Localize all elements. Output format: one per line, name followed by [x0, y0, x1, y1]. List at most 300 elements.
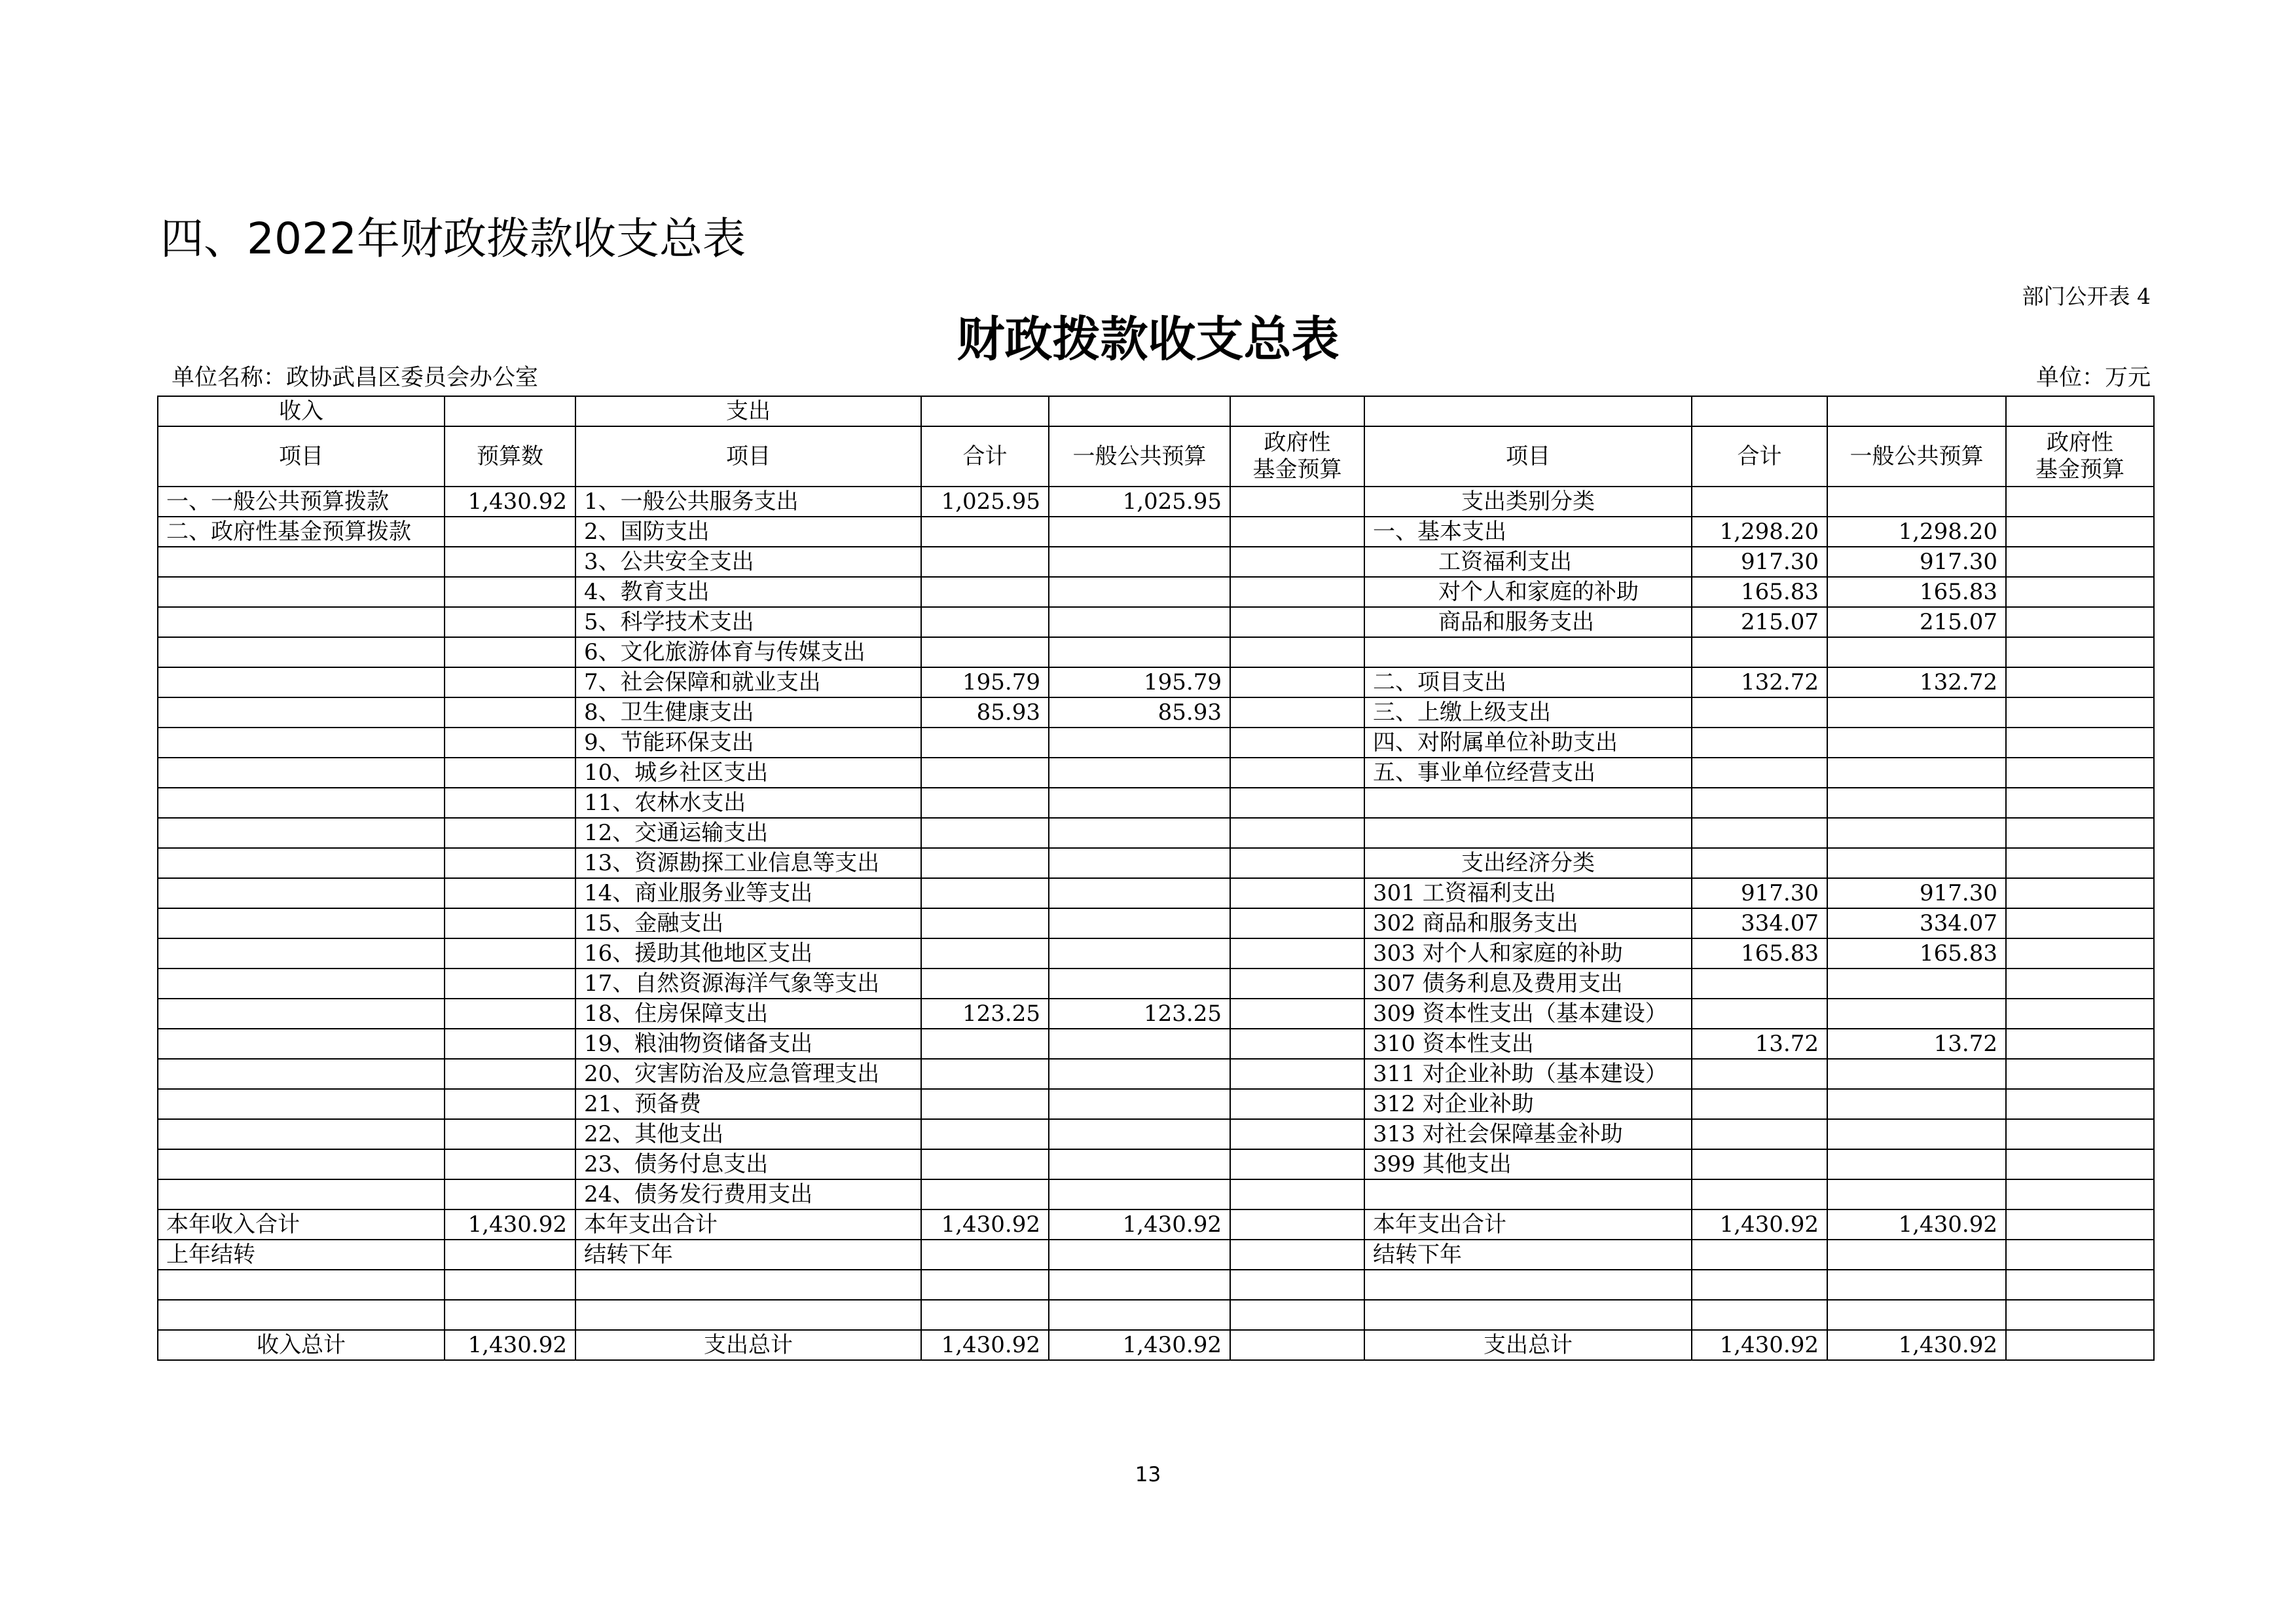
cell-function-item: 22、其他支出: [575, 1119, 921, 1149]
cell-category-total: [1692, 818, 1827, 848]
cell-function-general: 85.93: [1049, 697, 1230, 728]
cell-function-gov-fund: [1230, 938, 1364, 969]
cell-function-general: 1,430.92: [1049, 1209, 1230, 1240]
cell-function-gov-fund: [1230, 1209, 1364, 1240]
cell-function-gov-fund: [1230, 1330, 1364, 1360]
cell-income-budget: 1,430.92: [445, 1330, 575, 1360]
cell-function-general: [1049, 758, 1230, 788]
cell-function-total: [921, 1300, 1049, 1330]
cell-category-gov-fund: [2006, 1179, 2154, 1209]
cell-category-gov-fund: [2006, 938, 2154, 969]
empty-header-cell: [921, 396, 1049, 426]
cell-income-item: [158, 1300, 445, 1330]
cell-category-item: 303 对个人和家庭的补助: [1364, 938, 1692, 969]
cell-category-general: [1827, 1119, 2006, 1149]
cell-income-item: [158, 1119, 445, 1149]
cell-category-item: 307 债务利息及费用支出: [1364, 969, 1692, 999]
table-row: [158, 547, 2154, 577]
cell-income-item: [158, 728, 445, 758]
col-header-category-total: 合计: [1692, 426, 1827, 487]
cell-function-general: [1049, 848, 1230, 878]
cell-category-item: 302 商品和服务支出: [1364, 908, 1692, 938]
cell-category-gov-fund: [2006, 848, 2154, 878]
cell-function-gov-fund: [1230, 577, 1364, 607]
fiscal-appropriation-table: [157, 396, 2155, 1361]
cell-function-gov-fund: [1230, 547, 1364, 577]
cell-income-item: [158, 1149, 445, 1179]
cell-category-item: 结转下年: [1364, 1240, 1692, 1270]
cell-function-general: [1049, 1179, 1230, 1209]
cell-category-general: 1,430.92: [1827, 1330, 2006, 1360]
cell-income-budget: [445, 1029, 575, 1059]
cell-function-general: [1049, 1029, 1230, 1059]
cell-function-total: [921, 1029, 1049, 1059]
cell-income-item: 二、政府性基金预算拨款: [158, 517, 445, 547]
col-header-function-general: 一般公共预算: [1049, 426, 1230, 487]
table-row: [158, 637, 2154, 667]
cell-function-general: [1049, 938, 1230, 969]
cell-income-budget: [445, 878, 575, 908]
cell-function-gov-fund: [1230, 878, 1364, 908]
cell-category-item: 支出总计: [1364, 1330, 1692, 1360]
cell-category-total: 215.07: [1692, 607, 1827, 637]
cell-category-total: 917.30: [1692, 878, 1827, 908]
cell-income-budget: [445, 848, 575, 878]
cell-category-gov-fund: [2006, 758, 2154, 788]
cell-function-total: [921, 1240, 1049, 1270]
cell-function-item: 8、卫生健康支出: [575, 697, 921, 728]
table-row: [158, 1179, 2154, 1209]
table-row: [158, 878, 2154, 908]
cell-function-general: [1049, 1270, 1230, 1300]
cell-income-item: 收入总计: [158, 1330, 445, 1360]
cell-function-item: 23、债务付息支出: [575, 1149, 921, 1179]
cell-function-item: 12、交通运输支出: [575, 818, 921, 848]
cell-category-general: 1,298.20: [1827, 517, 2006, 547]
empty-header-cell: [445, 396, 575, 426]
cell-function-gov-fund: [1230, 758, 1364, 788]
cell-income-item: [158, 818, 445, 848]
empty-header-cell: [2006, 396, 2154, 426]
cell-category-gov-fund: [2006, 999, 2154, 1029]
cell-function-item: 本年支出合计: [575, 1209, 921, 1240]
cell-category-general: 917.30: [1827, 878, 2006, 908]
cell-function-item: 20、灾害防治及应急管理支出: [575, 1059, 921, 1089]
cell-function-total: [921, 637, 1049, 667]
cell-function-gov-fund: [1230, 1149, 1364, 1179]
cell-category-gov-fund: [2006, 1300, 2154, 1330]
cell-category-item: 工资福利支出: [1364, 547, 1692, 577]
page-number: 13: [1135, 1463, 1161, 1486]
cell-function-total: 1,025.95: [921, 487, 1049, 517]
group-header-row: [158, 396, 2154, 426]
cell-function-gov-fund: [1230, 848, 1364, 878]
cell-income-budget: [445, 697, 575, 728]
cell-function-general: [1049, 1059, 1230, 1089]
col-header-category-item: 项目: [1364, 426, 1692, 487]
cell-income-item: 一、一般公共预算拨款: [158, 487, 445, 517]
cell-category-gov-fund: [2006, 697, 2154, 728]
cell-category-item: [1364, 1179, 1692, 1209]
cell-category-item: [1364, 788, 1692, 818]
cell-category-general: 165.83: [1827, 938, 2006, 969]
cell-category-item: [1364, 1300, 1692, 1330]
cell-function-general: [1049, 788, 1230, 818]
cell-function-general: [1049, 637, 1230, 667]
cell-category-item: 二、项目支出: [1364, 667, 1692, 697]
cell-function-item: 17、自然资源海洋气象等支出: [575, 969, 921, 999]
currency-unit-label: 单位：万元: [2035, 365, 2151, 391]
cell-category-general: [1827, 487, 2006, 517]
cell-income-budget: [445, 547, 575, 577]
col-header-category-general: 一般公共预算: [1827, 426, 2006, 487]
cell-category-gov-fund: [2006, 1330, 2154, 1360]
cell-function-item: 9、节能环保支出: [575, 728, 921, 758]
cell-income-budget: [445, 1089, 575, 1119]
cell-function-gov-fund: [1230, 637, 1364, 667]
expense-group-header: 支出: [575, 396, 921, 426]
cell-function-gov-fund: [1230, 1119, 1364, 1149]
cell-income-item: [158, 878, 445, 908]
cell-category-item: 一、基本支出: [1364, 517, 1692, 547]
cell-category-general: 215.07: [1827, 607, 2006, 637]
cell-category-general: [1827, 788, 2006, 818]
form-code-label: 部门公开表 4: [2022, 284, 2151, 309]
cell-function-gov-fund: [1230, 1300, 1364, 1330]
cell-category-general: [1827, 848, 2006, 878]
cell-category-item: 对个人和家庭的补助: [1364, 577, 1692, 607]
cell-category-general: [1827, 1089, 2006, 1119]
cell-function-total: [921, 788, 1049, 818]
table-row: [158, 788, 2154, 818]
cell-function-total: [921, 878, 1049, 908]
cell-category-general: [1827, 818, 2006, 848]
cell-category-item: 四、对附属单位补助支出: [1364, 728, 1692, 758]
empty-header-cell: [1230, 396, 1364, 426]
cell-function-gov-fund: [1230, 607, 1364, 637]
cell-income-item: [158, 607, 445, 637]
cell-income-budget: [445, 1179, 575, 1209]
cell-category-gov-fund: [2006, 728, 2154, 758]
cell-category-gov-fund: [2006, 818, 2154, 848]
cell-category-total: 13.72: [1692, 1029, 1827, 1059]
cell-category-total: [1692, 1179, 1827, 1209]
cell-category-item: 五、事业单位经营支出: [1364, 758, 1692, 788]
cell-function-item: 10、城乡社区支出: [575, 758, 921, 788]
table-title: 财政拨款收支总表: [957, 311, 1339, 367]
cell-income-item: [158, 758, 445, 788]
cell-category-gov-fund: [2006, 607, 2154, 637]
table-row: [158, 697, 2154, 728]
table-row: [158, 848, 2154, 878]
cell-category-general: [1827, 969, 2006, 999]
cell-category-item: 309 资本性支出（基本建设）: [1364, 999, 1692, 1029]
cell-category-gov-fund: [2006, 878, 2154, 908]
cell-function-gov-fund: [1230, 1089, 1364, 1119]
table-row: [158, 1029, 2154, 1059]
cell-income-budget: [445, 969, 575, 999]
table-row: [158, 517, 2154, 547]
cell-income-item: [158, 1179, 445, 1209]
cell-function-general: [1049, 1089, 1230, 1119]
cell-category-item: 311 对企业补助（基本建设）: [1364, 1059, 1692, 1089]
cell-income-item: [158, 938, 445, 969]
cell-income-budget: 1,430.92: [445, 487, 575, 517]
cell-income-item: [158, 697, 445, 728]
cell-function-item: 1、一般公共服务支出: [575, 487, 921, 517]
cell-function-gov-fund: [1230, 487, 1364, 517]
cell-income-budget: [445, 938, 575, 969]
cell-income-budget: [445, 1240, 575, 1270]
cell-income-budget: [445, 1149, 575, 1179]
cell-function-item: 3、公共安全支出: [575, 547, 921, 577]
cell-function-general: [1049, 1149, 1230, 1179]
cell-income-item: 上年结转: [158, 1240, 445, 1270]
cell-function-item: 11、农林水支出: [575, 788, 921, 818]
cell-function-total: [921, 728, 1049, 758]
cell-function-item: 18、住房保障支出: [575, 999, 921, 1029]
table-row: [158, 1270, 2154, 1300]
income-group-header: 收入: [158, 396, 445, 426]
cell-category-gov-fund: [2006, 1240, 2154, 1270]
empty-header-cell: [1364, 396, 1692, 426]
cell-income-budget: [445, 517, 575, 547]
table-row: [158, 1240, 2154, 1270]
cell-function-general: [1049, 878, 1230, 908]
cell-income-item: [158, 788, 445, 818]
cell-function-general: 1,025.95: [1049, 487, 1230, 517]
cell-category-gov-fund: [2006, 1059, 2154, 1089]
cell-category-gov-fund: [2006, 1089, 2154, 1119]
cell-category-total: [1692, 788, 1827, 818]
cell-function-general: [1049, 818, 1230, 848]
cell-income-budget: [445, 788, 575, 818]
cell-income-budget: [445, 908, 575, 938]
cell-function-total: [921, 818, 1049, 848]
cell-category-total: 165.83: [1692, 577, 1827, 607]
cell-function-total: [921, 848, 1049, 878]
cell-function-gov-fund: [1230, 697, 1364, 728]
col-header-function-gov-fund: 政府性 基金预算: [1230, 426, 1364, 487]
cell-category-total: [1692, 758, 1827, 788]
table-row: [158, 607, 2154, 637]
cell-category-general: [1827, 697, 2006, 728]
cell-function-gov-fund: [1230, 1240, 1364, 1270]
cell-category-total: [1692, 697, 1827, 728]
cell-function-total: 1,430.92: [921, 1209, 1049, 1240]
cell-function-item: 结转下年: [575, 1240, 921, 1270]
table-row: [158, 758, 2154, 788]
cell-income-item: [158, 667, 445, 697]
table-row: [158, 908, 2154, 938]
empty-header-cell: [1692, 396, 1827, 426]
cell-function-general: 1,430.92: [1049, 1330, 1230, 1360]
cell-income-budget: [445, 818, 575, 848]
cell-category-gov-fund: [2006, 1029, 2154, 1059]
table-body: [158, 487, 2154, 1360]
cell-category-general: [1827, 999, 2006, 1029]
cell-function-item: 6、文化旅游体育与传媒支出: [575, 637, 921, 667]
cell-income-item: [158, 1059, 445, 1089]
cell-function-gov-fund: [1230, 1179, 1364, 1209]
cell-function-gov-fund: [1230, 818, 1364, 848]
cell-category-total: [1692, 1119, 1827, 1149]
cell-function-gov-fund: [1230, 728, 1364, 758]
col-header-income-item: 项目: [158, 426, 445, 487]
cell-income-budget: [445, 1270, 575, 1300]
cell-function-item: 21、预备费: [575, 1089, 921, 1119]
cell-function-item: 5、科学技术支出: [575, 607, 921, 637]
cell-function-general: 123.25: [1049, 999, 1230, 1029]
cell-function-gov-fund: [1230, 667, 1364, 697]
cell-category-total: [1692, 1270, 1827, 1300]
cell-category-item: 399 其他支出: [1364, 1149, 1692, 1179]
cell-category-general: [1827, 637, 2006, 667]
cell-income-budget: [445, 999, 575, 1029]
cell-function-total: [921, 517, 1049, 547]
cell-category-gov-fund: [2006, 1270, 2154, 1300]
cell-category-item: 313 对社会保障基金补助: [1364, 1119, 1692, 1149]
table-row: [158, 728, 2154, 758]
cell-function-item: 16、援助其他地区支出: [575, 938, 921, 969]
cell-function-item: 15、金融支出: [575, 908, 921, 938]
cell-income-budget: [445, 758, 575, 788]
empty-header-cell: [1827, 396, 2006, 426]
cell-function-general: [1049, 1240, 1230, 1270]
cell-category-total: [1692, 487, 1827, 517]
cell-category-total: 334.07: [1692, 908, 1827, 938]
cell-category-gov-fund: [2006, 577, 2154, 607]
cell-category-general: 917.30: [1827, 547, 2006, 577]
cell-income-item: [158, 547, 445, 577]
cell-category-gov-fund: [2006, 667, 2154, 697]
cell-category-total: [1692, 1059, 1827, 1089]
cell-function-gov-fund: [1230, 999, 1364, 1029]
cell-category-total: [1692, 1089, 1827, 1119]
cell-function-general: [1049, 607, 1230, 637]
section-heading: 四、2022年财政拨款收支总表: [160, 213, 746, 264]
cell-function-item: 7、社会保障和就业支出: [575, 667, 921, 697]
cell-category-item: [1364, 1270, 1692, 1300]
cell-category-general: 334.07: [1827, 908, 2006, 938]
table-row: [158, 1119, 2154, 1149]
cell-function-total: 123.25: [921, 999, 1049, 1029]
cell-category-general: [1827, 1270, 2006, 1300]
cell-category-gov-fund: [2006, 1119, 2154, 1149]
cell-income-item: [158, 908, 445, 938]
column-header-row: [158, 426, 2154, 487]
cell-category-total: 917.30: [1692, 547, 1827, 577]
col-header-function-total: 合计: [921, 426, 1049, 487]
cell-category-total: 132.72: [1692, 667, 1827, 697]
cell-category-total: 1,430.92: [1692, 1330, 1827, 1360]
table-row: [158, 1300, 2154, 1330]
cell-function-total: [921, 1270, 1049, 1300]
cell-function-general: [1049, 728, 1230, 758]
cell-function-gov-fund: [1230, 517, 1364, 547]
cell-income-item: [158, 1029, 445, 1059]
table-row: [158, 938, 2154, 969]
cell-function-item: 24、债务发行费用支出: [575, 1179, 921, 1209]
cell-category-general: 1,430.92: [1827, 1209, 2006, 1240]
table-row: [158, 487, 2154, 517]
cell-category-total: [1692, 969, 1827, 999]
cell-category-gov-fund: [2006, 487, 2154, 517]
cell-category-total: 1,430.92: [1692, 1209, 1827, 1240]
cell-income-item: 本年收入合计: [158, 1209, 445, 1240]
cell-function-item: 19、粮油物资储备支出: [575, 1029, 921, 1059]
table-row: [158, 667, 2154, 697]
cell-income-item: [158, 1089, 445, 1119]
cell-income-item: [158, 1270, 445, 1300]
cell-income-budget: [445, 1300, 575, 1330]
cell-category-total: [1692, 1300, 1827, 1330]
cell-function-total: [921, 547, 1049, 577]
col-header-category-gov-fund: 政府性 基金预算: [2006, 426, 2154, 487]
cell-category-total: [1692, 728, 1827, 758]
cell-category-general: [1827, 1300, 2006, 1330]
cell-category-gov-fund: [2006, 969, 2154, 999]
cell-category-gov-fund: [2006, 908, 2154, 938]
cell-function-general: [1049, 547, 1230, 577]
cell-function-total: [921, 758, 1049, 788]
table-row: [158, 1209, 2154, 1240]
cell-function-general: [1049, 1300, 1230, 1330]
cell-category-general: 132.72: [1827, 667, 2006, 697]
cell-category-total: [1692, 1240, 1827, 1270]
cell-function-total: [921, 577, 1049, 607]
table-row: [158, 1149, 2154, 1179]
cell-function-total: 1,430.92: [921, 1330, 1049, 1360]
cell-category-general: [1827, 1179, 2006, 1209]
cell-income-budget: [445, 728, 575, 758]
cell-function-total: [921, 607, 1049, 637]
cell-function-total: 85.93: [921, 697, 1049, 728]
cell-function-gov-fund: [1230, 1059, 1364, 1089]
table-row: [158, 818, 2154, 848]
cell-category-item: 支出经济分类: [1364, 848, 1692, 878]
col-header-budget: 预算数: [445, 426, 575, 487]
cell-category-gov-fund: [2006, 788, 2154, 818]
cell-income-item: [158, 999, 445, 1029]
cell-category-item: 312 对企业补助: [1364, 1089, 1692, 1119]
cell-category-general: [1827, 758, 2006, 788]
table-row: [158, 1059, 2154, 1089]
cell-function-item: 2、国防支出: [575, 517, 921, 547]
cell-function-item: 4、教育支出: [575, 577, 921, 607]
cell-function-total: [921, 908, 1049, 938]
cell-income-budget: [445, 667, 575, 697]
cell-function-general: [1049, 908, 1230, 938]
cell-income-budget: [445, 1059, 575, 1089]
cell-function-total: 195.79: [921, 667, 1049, 697]
cell-category-total: 165.83: [1692, 938, 1827, 969]
cell-category-general: 165.83: [1827, 577, 2006, 607]
cell-function-item: [575, 1300, 921, 1330]
cell-category-general: 13.72: [1827, 1029, 2006, 1059]
cell-function-gov-fund: [1230, 908, 1364, 938]
cell-category-total: [1692, 848, 1827, 878]
cell-category-item: [1364, 637, 1692, 667]
cell-category-general: [1827, 728, 2006, 758]
cell-function-item: [575, 1270, 921, 1300]
cell-income-budget: [445, 637, 575, 667]
cell-category-item: 310 资本性支出: [1364, 1029, 1692, 1059]
empty-header-cell: [1049, 396, 1230, 426]
cell-function-gov-fund: [1230, 969, 1364, 999]
cell-category-item: 三、上缴上级支出: [1364, 697, 1692, 728]
cell-income-item: [158, 969, 445, 999]
